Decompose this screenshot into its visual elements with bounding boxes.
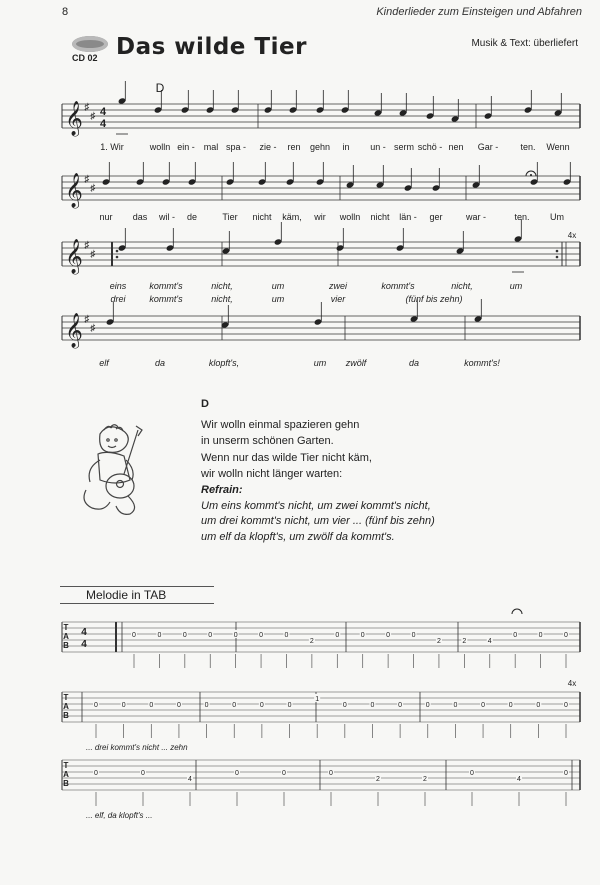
- refrain-block: [201, 483, 435, 545]
- treble-clef-icon: 𝄞: [65, 102, 83, 135]
- treble-clef-icon: 𝄞: [65, 314, 83, 347]
- tab-clef-letter: B: [63, 779, 69, 788]
- tab-number: 0: [538, 632, 543, 639]
- lyric-word: Um: [550, 212, 564, 222]
- tab-number: 0: [141, 770, 145, 777]
- sharp-icon: ♯: [90, 111, 96, 122]
- lyric-word: Wenn: [546, 142, 570, 152]
- tab-clef-letter: T: [63, 761, 69, 770]
- lyric-word: kommt's: [149, 294, 183, 304]
- tab-system: [62, 760, 580, 820]
- lyric-word: kommt's!: [464, 358, 500, 368]
- tab-number: 0: [233, 632, 238, 639]
- repeat-count: 4x: [567, 679, 577, 688]
- tab-number: 2: [436, 638, 441, 645]
- tab-number: 0: [176, 702, 181, 709]
- verse-block: [201, 396, 372, 483]
- repeat-dot: [116, 250, 119, 253]
- tab-number: 0: [329, 770, 333, 777]
- fermata-icon: [512, 609, 522, 614]
- lyric-word: das: [132, 212, 148, 222]
- repeat-dot: [556, 256, 559, 259]
- tab-number: 4: [517, 776, 521, 783]
- lyric-word: eins: [109, 281, 127, 291]
- lyric-word: wil -: [159, 212, 175, 222]
- treble-clef-icon: 𝄞: [65, 174, 83, 207]
- verse-line: Wenn nur das wilde Tier nicht käm,: [201, 451, 372, 464]
- lyric-word: käm,: [282, 212, 302, 222]
- staff-system: [62, 219, 580, 275]
- staff-system: [62, 81, 580, 137]
- time-signature-top: 4: [81, 627, 87, 638]
- tab-number: 2: [462, 638, 467, 645]
- song-title: Das wilde Tier: [116, 34, 307, 60]
- lyric-word: zwölf: [345, 358, 367, 368]
- tab-number: 0: [453, 702, 458, 709]
- sharp-icon: ♯: [90, 249, 96, 260]
- treble-clef-icon: 𝄞: [65, 240, 83, 273]
- tab-number: 0: [370, 702, 375, 709]
- tab-number: 0: [513, 632, 518, 639]
- lyric-word: Tier: [222, 212, 238, 222]
- lyric-word: da: [154, 358, 166, 368]
- lyric-word: ger: [429, 212, 443, 222]
- tab-number: 0: [208, 632, 213, 639]
- tab-number: 0: [564, 632, 568, 639]
- sharp-icon: ♯: [84, 102, 90, 113]
- lyric-word: un -: [370, 142, 386, 152]
- tab-number: 1: [315, 696, 320, 703]
- tab-number: 0: [411, 632, 416, 639]
- lyric-word: kommt's: [149, 281, 183, 291]
- tab-number: 4: [487, 638, 492, 645]
- refrain-line: um elf da klopft's, um zwölf da kommt's.: [201, 530, 395, 543]
- lyric-word: um: [509, 281, 523, 291]
- repeat-count: 4x: [567, 231, 577, 240]
- lyric-word: län -: [399, 212, 417, 222]
- tab-number: 0: [536, 702, 541, 709]
- staff-system: [62, 162, 580, 209]
- lyric-word: nen: [448, 142, 464, 152]
- sharp-icon: ♯: [90, 323, 96, 334]
- lyric-word: nicht: [252, 212, 272, 222]
- staff-systems: [62, 81, 580, 368]
- guitar-player-illustration: [78, 420, 148, 516]
- lyric-word: spa -: [225, 142, 247, 152]
- verse-chord: D: [201, 398, 209, 410]
- lyric-word: ten.: [520, 142, 536, 152]
- book-title: Kinderlieder zum Einsteigen und Abfahren: [376, 6, 582, 18]
- refrain-label: Refrain:: [201, 484, 243, 496]
- tab-number: 0: [132, 632, 136, 639]
- tab-number: 0: [149, 702, 154, 709]
- lyric-word: da: [408, 358, 420, 368]
- chord-symbol: D: [155, 81, 165, 95]
- lyric-word: (fünf bis zehn): [405, 294, 463, 304]
- tab-section-heading: [60, 586, 214, 604]
- lyric-word: nur: [99, 212, 113, 222]
- lyric-word: um: [271, 294, 285, 304]
- lyric-word: nicht,: [451, 281, 473, 291]
- tab-number: 0: [259, 632, 264, 639]
- lyric-word: ein -: [177, 142, 195, 152]
- refrain-line: um drei kommt's nicht, um vier ... (fünf bis zehn): [201, 515, 435, 527]
- lyric-word: nicht,: [211, 281, 233, 291]
- tab-number: 0: [508, 702, 513, 709]
- sharp-icon: ♯: [84, 240, 90, 251]
- tab-systems: [62, 609, 580, 820]
- tab-number: 2: [423, 776, 427, 783]
- lyric-word: zwei: [328, 281, 348, 291]
- tab-system: [62, 622, 580, 668]
- tab-number: 0: [386, 632, 391, 639]
- tab-number: 0: [204, 702, 209, 709]
- time-signature-bottom: 4: [99, 118, 107, 130]
- tab-number: 0: [232, 702, 237, 709]
- tab-clef-letter: A: [63, 632, 69, 641]
- sharp-icon: ♯: [90, 183, 96, 194]
- tab-number: 0: [470, 770, 474, 777]
- verse-line: in unserm schönen Garten.: [201, 435, 334, 447]
- tab-number: 0: [481, 702, 486, 709]
- lyric-word: ren: [287, 142, 301, 152]
- tab-lyric: ... elf, da klopft's ...: [86, 811, 153, 820]
- staff-system: [62, 299, 580, 349]
- tab-number: 0: [94, 702, 98, 709]
- lyric-word: elf: [99, 358, 109, 368]
- tab-number: 0: [564, 770, 568, 777]
- tab-clef-letter: T: [63, 693, 69, 702]
- lyric-word: wolln: [149, 142, 171, 152]
- lyric-word: nicht,: [211, 294, 233, 304]
- lyric-word: kommt's: [381, 281, 415, 291]
- tab-number: 0: [121, 702, 126, 709]
- tab-clef-letter: B: [63, 641, 69, 650]
- tab-number: 0: [94, 770, 98, 777]
- lyric-word: de: [186, 212, 198, 222]
- lyric-word: gehn: [309, 142, 331, 152]
- time-signature-top: 4: [99, 106, 107, 118]
- tab-number: 2: [309, 638, 314, 645]
- lyric-word: um: [313, 358, 327, 368]
- tab-number: 0: [284, 632, 289, 639]
- tab-clef-letter: A: [63, 770, 69, 779]
- tab-number: 2: [376, 776, 380, 783]
- tab-number: 0: [157, 632, 162, 639]
- tab-number: 0: [360, 632, 365, 639]
- tab-number: 0: [282, 770, 286, 777]
- credits: Musik & Text: überliefert: [471, 38, 578, 49]
- tab-number: 0: [259, 702, 264, 709]
- tab-system: [62, 679, 580, 752]
- lyric-word: klopft's,: [208, 358, 240, 368]
- page-number: 8: [62, 6, 69, 18]
- tab-number: 4: [188, 776, 192, 783]
- refrain-line: Um eins kommt's nicht, um zwei kommt's nicht,: [201, 499, 431, 512]
- verse-line: wir wolln nicht länger warten:: [201, 468, 343, 480]
- lyric-word: in: [342, 142, 350, 152]
- tab-section-title: Melodie in TAB: [86, 588, 167, 602]
- lyric-word: wolln: [339, 212, 361, 222]
- verse-line: Wir wolln einmal spazieren gehn: [201, 418, 360, 431]
- lyric-word: serm: [394, 142, 414, 152]
- tab-clef-letter: T: [63, 623, 69, 632]
- lyric-word: schö -: [417, 142, 443, 152]
- repeat-dot: [116, 256, 119, 259]
- tab-clef-letter: A: [63, 702, 69, 711]
- lyric-word: vier: [330, 294, 346, 304]
- lyric-word: um: [271, 281, 285, 291]
- tab-number: 0: [287, 702, 292, 709]
- lyric-word: zie -: [259, 142, 277, 152]
- tab-lyric: ... drei kommt's nicht ... zehn: [86, 743, 188, 752]
- tab-number: 0: [235, 770, 239, 777]
- repeat-dot: [556, 250, 559, 253]
- lyric-word: mal: [203, 142, 219, 152]
- sharp-icon: ♯: [84, 314, 90, 325]
- tab-number: 0: [335, 632, 340, 639]
- cd-label: CD 02: [72, 53, 98, 63]
- tab-number: 0: [398, 702, 403, 709]
- tab-number: 0: [564, 702, 568, 709]
- lyric-word: Gar -: [477, 142, 499, 152]
- lyric-word: nicht: [370, 212, 390, 222]
- lyric-word: war -: [466, 212, 486, 222]
- tab-number: 0: [425, 702, 430, 709]
- fermata-dot: [530, 174, 532, 176]
- tab-number: 0: [342, 702, 347, 709]
- lyric-word: wir: [314, 212, 326, 222]
- tab-number: 0: [182, 632, 187, 639]
- time-signature-bottom: 4: [81, 639, 87, 650]
- lyric-word: ten.: [514, 212, 530, 222]
- sharp-icon: ♯: [84, 174, 90, 185]
- lyric-word: 1. Wir: [100, 142, 124, 152]
- tab-clef-letter: B: [63, 711, 69, 720]
- lyric-word: drei: [110, 294, 126, 304]
